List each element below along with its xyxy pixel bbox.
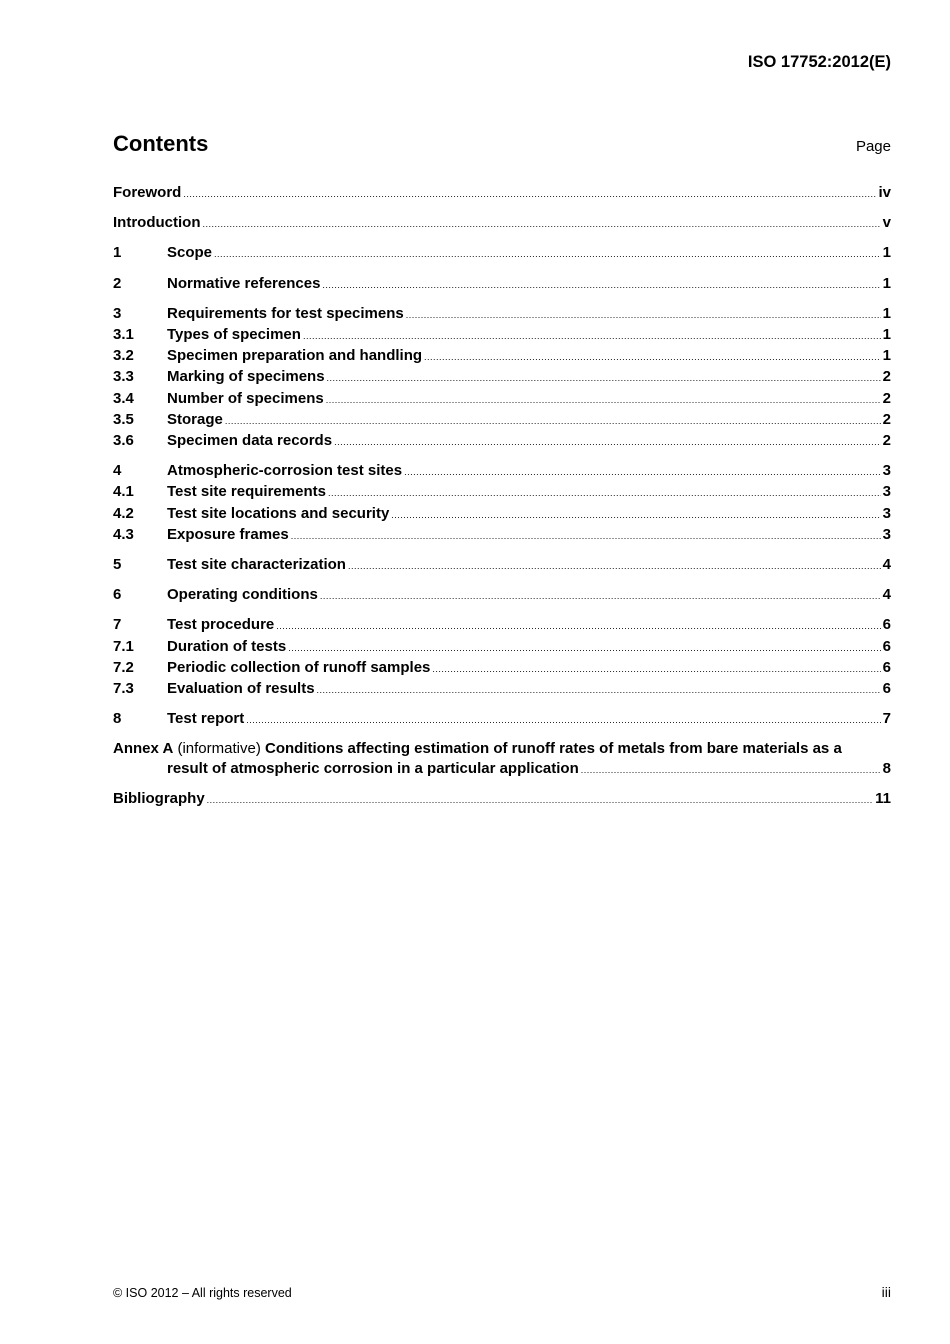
toc-entry-title: Requirements for test specimens [167,304,404,322]
annex-a-label: Annex A [113,740,174,758]
toc-entry-number: 7.2 [113,658,134,676]
leader-dots [246,711,880,730]
toc-entry-foreword[interactable] [113,183,891,204]
toc-entry-bibliography[interactable] [113,789,891,810]
toc-entry-title: Scope [167,244,213,262]
leader-dots [348,557,881,576]
toc-entry-page: 4 [882,556,891,574]
toc-entry-title: Test report [167,710,245,728]
toc-entry-3-1[interactable] [113,325,891,346]
toc-entry-number: 3.1 [113,326,134,344]
toc-entry-number: 7.1 [113,637,134,655]
leader-dots [317,681,881,700]
annex-a-title-line-1: Conditions affecting estimation of runoff rates of metals from bare materials as a [265,740,842,758]
toc-entry-title: Test procedure [167,616,275,634]
toc-entry-number: 8 [113,710,122,728]
toc-entry-number: 7 [113,616,122,634]
leader-dots [327,369,881,388]
toc-entry-title: Exposure frames [167,525,289,543]
toc-entry-title: Test site locations and security [167,504,390,522]
toc-entry-3-2[interactable] [113,346,891,367]
leader-dots [207,791,873,810]
toc-entry-number: 4 [113,462,122,480]
toc-entry-page: 2 [882,432,891,450]
toc-entry-page: 7 [882,710,891,728]
toc-entry-number: 5 [113,556,122,574]
toc-entry-page: 1 [882,274,891,292]
leader-dots [581,761,881,780]
leader-dots [276,617,880,636]
toc-entry-4-2[interactable] [113,504,891,525]
leader-dots [214,245,881,264]
toc-entry-number: 6 [113,586,122,604]
toc-entry-7-2[interactable] [113,658,891,679]
contents-title: Contents [113,131,209,156]
toc-entry-title: Periodic collection of runoff samples [167,658,431,676]
toc-entry-7[interactable] [113,615,891,636]
document-id: ISO 17752:2012(E) [747,53,891,71]
toc-entry-title: Evaluation of results [167,680,315,698]
toc-entry-title: Introduction [113,214,201,232]
toc-entry-page: 1 [882,304,891,322]
toc-entry-page: 8 [882,759,891,777]
leader-dots [225,412,881,431]
annex-a-line-1 [113,739,891,758]
toc-entry-number: 7.3 [113,680,134,698]
toc-entry-page: iv [878,184,891,201]
toc-entry-5[interactable] [113,555,891,576]
toc-entry-page: 6 [882,658,891,676]
footer-page-number: iii [881,1284,891,1300]
leader-dots [334,433,881,452]
toc-entry-page: 6 [882,680,891,698]
toc-entry-7-3[interactable] [113,679,891,700]
toc-entry-title: Specimen data records [167,432,333,450]
toc-entry-annex-a[interactable] [113,739,891,779]
toc-entry-title: Atmospheric-corrosion test sites [167,462,403,480]
toc-entry-8[interactable] [113,709,891,730]
toc-entry-3-5[interactable] [113,410,891,431]
leader-dots [183,185,876,204]
toc-entry-3-3[interactable] [113,367,891,388]
toc-entry-6[interactable] [113,585,891,606]
toc-entry-7-1[interactable] [113,637,891,658]
leader-dots [303,327,881,346]
table-of-contents [113,183,891,810]
toc-entry-title: Types of specimen [167,326,301,344]
toc-entry-page: 2 [882,389,891,407]
footer-copyright: © ISO 2012 – All rights reserved [113,1286,292,1300]
toc-entry-title: Bibliography [113,789,205,807]
toc-entry-4-1[interactable] [113,482,891,503]
toc-entry-page: 2 [882,410,891,428]
toc-entry-number: 3.4 [113,389,134,407]
toc-entry-number: 3 [113,304,122,322]
leader-dots [291,527,881,546]
toc-entry-2[interactable] [113,274,891,295]
leader-dots [288,639,880,658]
toc-entry-number: 2 [113,274,122,292]
leader-dots [326,391,881,410]
toc-entry-title: Number of specimens [167,389,324,407]
toc-entry-number: 4.3 [113,525,134,543]
toc-entry-number: 1 [113,244,122,262]
toc-entry-number: 4.1 [113,483,134,501]
toc-entry-3-4[interactable] [113,389,891,410]
toc-entry-page: 3 [882,525,891,543]
leader-dots [404,463,881,482]
page-column-label: Page [855,138,891,155]
toc-entry-title: Storage [167,410,223,428]
toc-entry-page: v [882,214,891,232]
annex-a-line-2 [113,759,891,780]
toc-entry-title: Normative references [167,274,321,292]
toc-entry-page: 3 [882,483,891,501]
toc-entry-title: Duration of tests [167,637,287,655]
leader-dots [391,506,880,525]
leader-dots [406,306,881,325]
toc-entry-page: 6 [882,616,891,634]
leader-dots [322,276,880,295]
toc-entry-number: 4.2 [113,504,134,522]
toc-entry-title: Specimen preparation and handling [167,347,423,365]
toc-entry-page: 2 [882,368,891,386]
toc-entry-page: 11 [875,789,891,807]
leader-dots [432,660,880,679]
annex-a-title-line-2: result of atmospheric corrosion in a particular application [167,759,579,777]
annex-a-qualifier: (informative) [177,740,261,758]
toc-entry-number: 3.2 [113,347,134,365]
toc-entry-page: 3 [882,504,891,522]
toc-entry-title: Test site characterization [167,556,346,574]
toc-entry-title: Operating conditions [167,586,318,604]
toc-entry-1[interactable] [113,243,891,264]
toc-entry-number: 3.6 [113,432,134,450]
toc-entry-page: 4 [882,586,891,604]
toc-entry-number: 3.5 [113,410,134,428]
toc-entry-introduction[interactable] [113,213,891,234]
toc-entry-3[interactable] [113,304,891,325]
leader-dots [424,348,881,367]
leader-dots [202,215,880,234]
toc-entry-page: 3 [882,462,891,480]
toc-entry-page: 1 [882,244,891,262]
toc-entry-3-6[interactable] [113,431,891,452]
toc-entry-title: Test site requirements [167,483,326,501]
leader-dots [320,587,881,606]
toc-entry-page: 1 [882,347,891,365]
toc-entry-page: 1 [882,326,891,344]
toc-entry-title: Foreword [113,184,182,201]
toc-entry-number: 3.3 [113,368,134,386]
toc-entry-page: 6 [882,637,891,655]
toc-entry-title: Marking of specimens [167,368,325,386]
toc-entry-4-3[interactable] [113,525,891,546]
leader-dots [328,484,881,503]
toc-entry-4[interactable] [113,461,891,482]
